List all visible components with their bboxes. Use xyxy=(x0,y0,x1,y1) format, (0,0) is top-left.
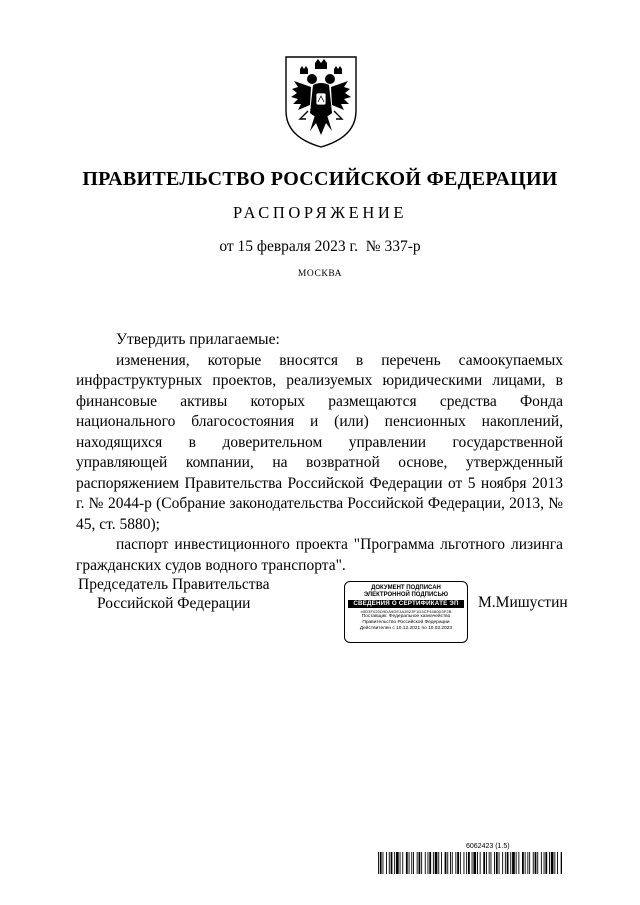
stamp-serial: 40D3F020D9DA9DE3A3923F1D3CF4480D3F2B xyxy=(360,609,452,614)
paragraph: паспорт инвестиционного проекта "Программа льготного лизинга гражданских судов водного транспорта". xyxy=(76,536,563,574)
stamp-line: Поставщик: Федеральное казначейство xyxy=(361,614,451,619)
government-title: ПРАВИТЕЛЬСТВО РОССИЙСКОЙ ФЕДЕРАЦИИ xyxy=(82,168,558,190)
stamp-line: ДОКУМЕНТ ПОДПИСАН xyxy=(371,585,441,591)
document-city: МОСКВА xyxy=(297,269,343,279)
document-code: 6062423 (1.5) xyxy=(466,843,510,850)
stamp-line: Действителен с 10.12.2021 по 10.03.2023 xyxy=(359,626,453,631)
document-type: РАСПОРЯЖЕНИЕ xyxy=(232,203,408,222)
document-number: № 337-р xyxy=(365,238,421,255)
electronic-signature-stamp xyxy=(344,581,468,643)
stamp-line: Правительство Российской Федерации xyxy=(362,620,450,625)
signatory-position-line: Председатель Правительства xyxy=(78,576,270,593)
document-date-number xyxy=(0,238,640,256)
signatory-name: М.Мишустин xyxy=(478,594,568,611)
coat-of-arms-icon xyxy=(282,53,360,149)
stamp-certificate-header: СВЕДЕНИЯ О СЕРТИФИКАТЕ ЭП xyxy=(348,600,464,608)
paragraph: изменения, которые вносятся в перечень самоокупаемых инфраструктурных проектов, реализуемых юридическими лицами, в финансовые активы которых размещаются средства Фонда национального благосостояния и (или) пенсионных накоплений, находящихся в доверительном управлении государственной управляющей компании, на возвратной основе, утвержденный распоряжением Правительства Российской Федерации от 5 ноября 2013 г. № 2044-р (Собрание законодательства Российской Федерации, 2013, № 45, ст. 5880); xyxy=(76,351,563,533)
signatory-position xyxy=(78,575,270,613)
barcode-icon xyxy=(378,852,562,874)
signatory-position-line: Российской Федерации xyxy=(97,595,251,612)
document-date: от 15 февраля 2023 г. xyxy=(219,238,359,255)
paragraph: Утвердить прилагаемые: xyxy=(116,331,280,348)
document-body xyxy=(76,330,563,576)
stamp-line: ЭЛЕКТРОННОЙ ПОДПИСЬЮ xyxy=(363,592,449,598)
